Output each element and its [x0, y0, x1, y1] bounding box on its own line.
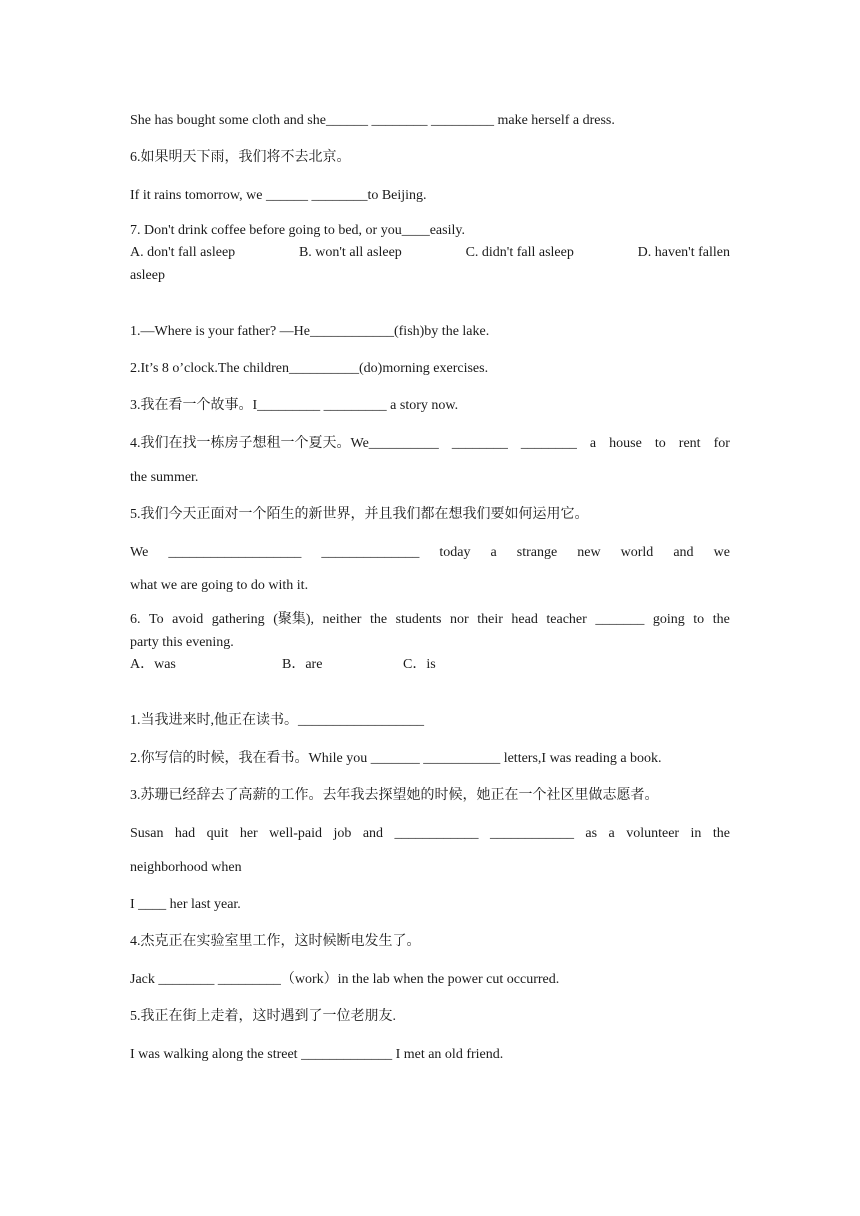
- b2-q3: 3.我在看一个故事。I_________ _________ a story now.: [130, 398, 459, 413]
- b2-q6-stem: [130, 610, 730, 630]
- word: strange: [516, 545, 558, 560]
- q6-chinese: 6.如果明天下雨，我们将不去北京。: [130, 150, 351, 165]
- word: the: [712, 826, 730, 841]
- q7-option-c: C. didn't fall asleep: [465, 245, 574, 260]
- b3-q3-chinese: 3.苏珊已经辞去了高薪的工作。去年我去探望她的时候，她正在一个社区里做志愿者。: [130, 788, 659, 803]
- word: ______________: [321, 545, 420, 560]
- word: We: [130, 545, 149, 560]
- word: _______: [595, 612, 645, 627]
- word: 6.: [130, 612, 141, 627]
- b2-q6-options: [130, 655, 730, 675]
- q6-option-c: C．is: [403, 657, 436, 672]
- b2-q5-chinese: 5.我们今天正面对一个陌生的新世界，并且我们都在想我们要如何运用它。: [130, 507, 589, 522]
- q7-option-d: D. haven't fallen: [637, 245, 730, 260]
- word: we: [713, 545, 730, 560]
- q7-option-a: A. don't fall asleep: [130, 245, 236, 260]
- word: job: [333, 826, 352, 841]
- word: the: [369, 612, 388, 627]
- word: rent: [678, 436, 701, 451]
- b2-q2: 2.It’s 8 o’clock.The children__________(do)morning exercises.: [130, 361, 489, 376]
- q7-options: [130, 243, 730, 263]
- word: as: [585, 826, 598, 841]
- word: ________: [451, 436, 508, 451]
- sentence-dress: She has bought some cloth and she______ ________ _________ make herself a dress.: [130, 113, 615, 128]
- word: ____________: [489, 826, 574, 841]
- word: the: [712, 612, 730, 627]
- b2-q5-english: [130, 543, 730, 563]
- word: and: [362, 826, 384, 841]
- q6-english: If it rains tomorrow, we ______ ________to Beijing.: [130, 188, 427, 203]
- word: avoid: [172, 612, 204, 627]
- word: well-paid: [269, 826, 323, 841]
- word: had: [174, 826, 196, 841]
- word: nor: [450, 612, 469, 627]
- q6-option-a: A．was: [130, 657, 176, 672]
- word: ___________________: [168, 545, 302, 560]
- q7-option-b: B. won't all asleep: [298, 245, 402, 260]
- b3-q1: 1.当我进来时,他正在读书。__________________: [130, 713, 424, 728]
- b3-q3-english: [130, 824, 730, 844]
- word: neither: [322, 612, 362, 627]
- word: world: [620, 545, 654, 560]
- q7-stem: 7. Don't drink coffee before going to bed, or you____easily.: [130, 223, 465, 238]
- word: going: [652, 612, 685, 627]
- word: teacher: [546, 612, 587, 627]
- b3-q4-english: Jack ________ _________（work）in the lab when the power cut occurred.: [130, 972, 560, 987]
- word: a: [608, 826, 615, 841]
- b3-q5-english: I was walking along the street _____________ I met an old friend.: [130, 1047, 504, 1062]
- word: head: [511, 612, 538, 627]
- word: to: [693, 612, 705, 627]
- word: 4.我们在找一栋房子想租一个夏天。We__________: [130, 436, 439, 451]
- word: ________: [520, 436, 577, 451]
- word: a: [589, 436, 597, 451]
- b3-q4-chinese: 4.杰克正在实验室里工作，这时候断电发生了。: [130, 934, 421, 949]
- word: and: [673, 545, 694, 560]
- word: in: [690, 826, 702, 841]
- word: to: [654, 436, 666, 451]
- word: her: [239, 826, 258, 841]
- word: quit: [206, 826, 229, 841]
- word: ____________: [394, 826, 479, 841]
- b2-q6-continued: party this evening.: [130, 635, 234, 650]
- b3-q5-chinese: 5.我正在街上走着，这时遇到了一位老朋友.: [130, 1009, 396, 1024]
- b3-q2: 2.你写信的时候，我在看书。While you _______ ___________ letters,I was reading a book.: [130, 751, 662, 766]
- word: gathering: [211, 612, 265, 627]
- word: a: [490, 545, 497, 560]
- word: new: [577, 545, 601, 560]
- b2-q1: 1.—Where is your father? —He____________(fish)by the lake.: [130, 324, 490, 339]
- word: for: [713, 436, 730, 451]
- word: (聚集),: [273, 612, 315, 627]
- word: students: [395, 612, 442, 627]
- word: Susan: [130, 826, 164, 841]
- q7-option-d-continued: asleep: [130, 268, 165, 283]
- word: To: [149, 612, 164, 627]
- word: their: [477, 612, 503, 627]
- q6-option-b: B．are: [282, 657, 323, 672]
- b2-q4-continued: the summer.: [130, 470, 199, 485]
- word: house: [609, 436, 642, 451]
- b3-q3-continued: neighborhood when: [130, 860, 242, 875]
- b2-q5-continued: what we are going to do with it.: [130, 578, 309, 593]
- word: volunteer: [626, 826, 680, 841]
- b2-q4: [130, 434, 730, 454]
- word: today: [439, 545, 471, 560]
- b3-q3-last: I ____ her last year.: [130, 897, 241, 912]
